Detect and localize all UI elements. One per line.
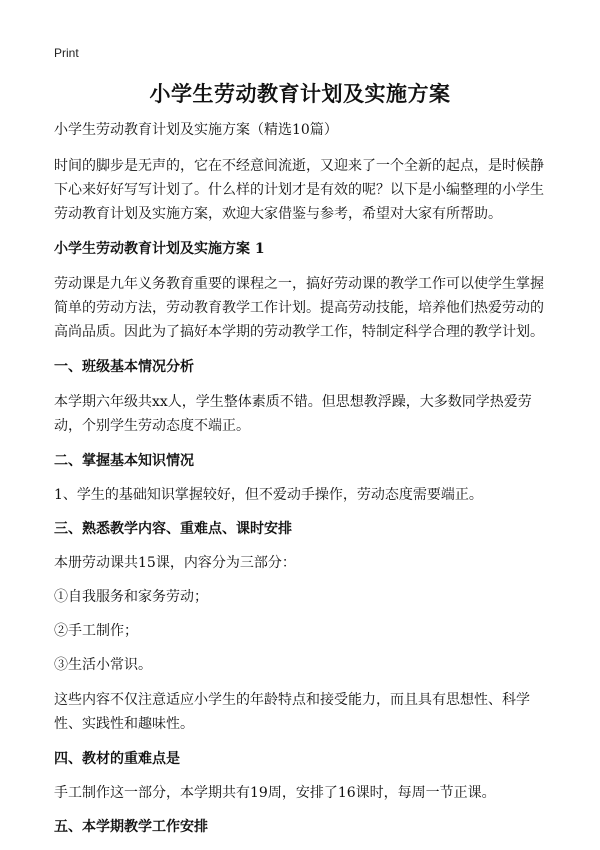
heading-key-points: 四、教材的重难点是 (54, 751, 180, 767)
page-title: 小学生劳动教育计划及实施方案 (149, 81, 451, 106)
teaching-content-paragraph: 本册劳动课共15课，内容分为三部分： (54, 555, 296, 571)
list-item: ②手工制作； (54, 623, 138, 639)
document-body (54, 120, 548, 850)
section-heading: 小学生劳动教育计划及实施方案 1 (54, 241, 265, 257)
heading-class-analysis: 一、班级基本情况分析 (54, 359, 194, 375)
list-item: ③生活小常识。 (54, 657, 152, 673)
teaching-content-paragraph-2: 这些内容不仅注意适应小学生的年龄特点和接受能力，而且具有思想性、科学性、实践性和趣味性。 (54, 692, 530, 732)
intro-paragraph: 时间的脚步是无声的，它在不经意间流逝，又迎来了一个全新的起点，是时候静下心来好好写写计划了。什么样的计划才是有效的呢？以下是小编整理的小学生劳动教育计划及实施方案，欢迎大家借鉴与参考，希望对大家有所帮助。 (54, 158, 544, 222)
section-paragraph: 劳动课是九年义务教育重要的课程之一，搞好劳动课的教学工作可以使学生掌握简单的劳动方法，劳动教育教学工作计划。提高劳动技能，培养他们热爱劳动的高尚品质。因此为了搞好本学期的劳动教学工作，特制定科学合理的教学计划。 (54, 276, 544, 340)
heading-teaching-content: 三、熟悉教学内容、重难点、课时安排 (54, 521, 292, 537)
knowledge-paragraph: 1、学生的基础知识掌握较好，但不爱动手操作，劳动态度需要端正。 (54, 487, 483, 503)
class-analysis-paragraph: 本学期六年级共xx人，学生整体素质不错。但思想教浮躁，大多数同学热爱劳动，个别学生劳动态度不端正。 (54, 394, 532, 434)
print-label: Print (54, 46, 79, 60)
heading-schedule: 五、本学期教学工作安排 (54, 819, 208, 835)
list-item: ①自我服务和家务劳动； (54, 589, 208, 605)
key-points-paragraph: 手工制作这一部分，本学期共有19周，安排了16课时，每周一节正课。 (54, 785, 496, 801)
heading-knowledge: 二、掌握基本知识情况 (54, 453, 194, 469)
document-subtitle: 小学生劳动教育计划及实施方案（精选10篇） (54, 122, 338, 138)
